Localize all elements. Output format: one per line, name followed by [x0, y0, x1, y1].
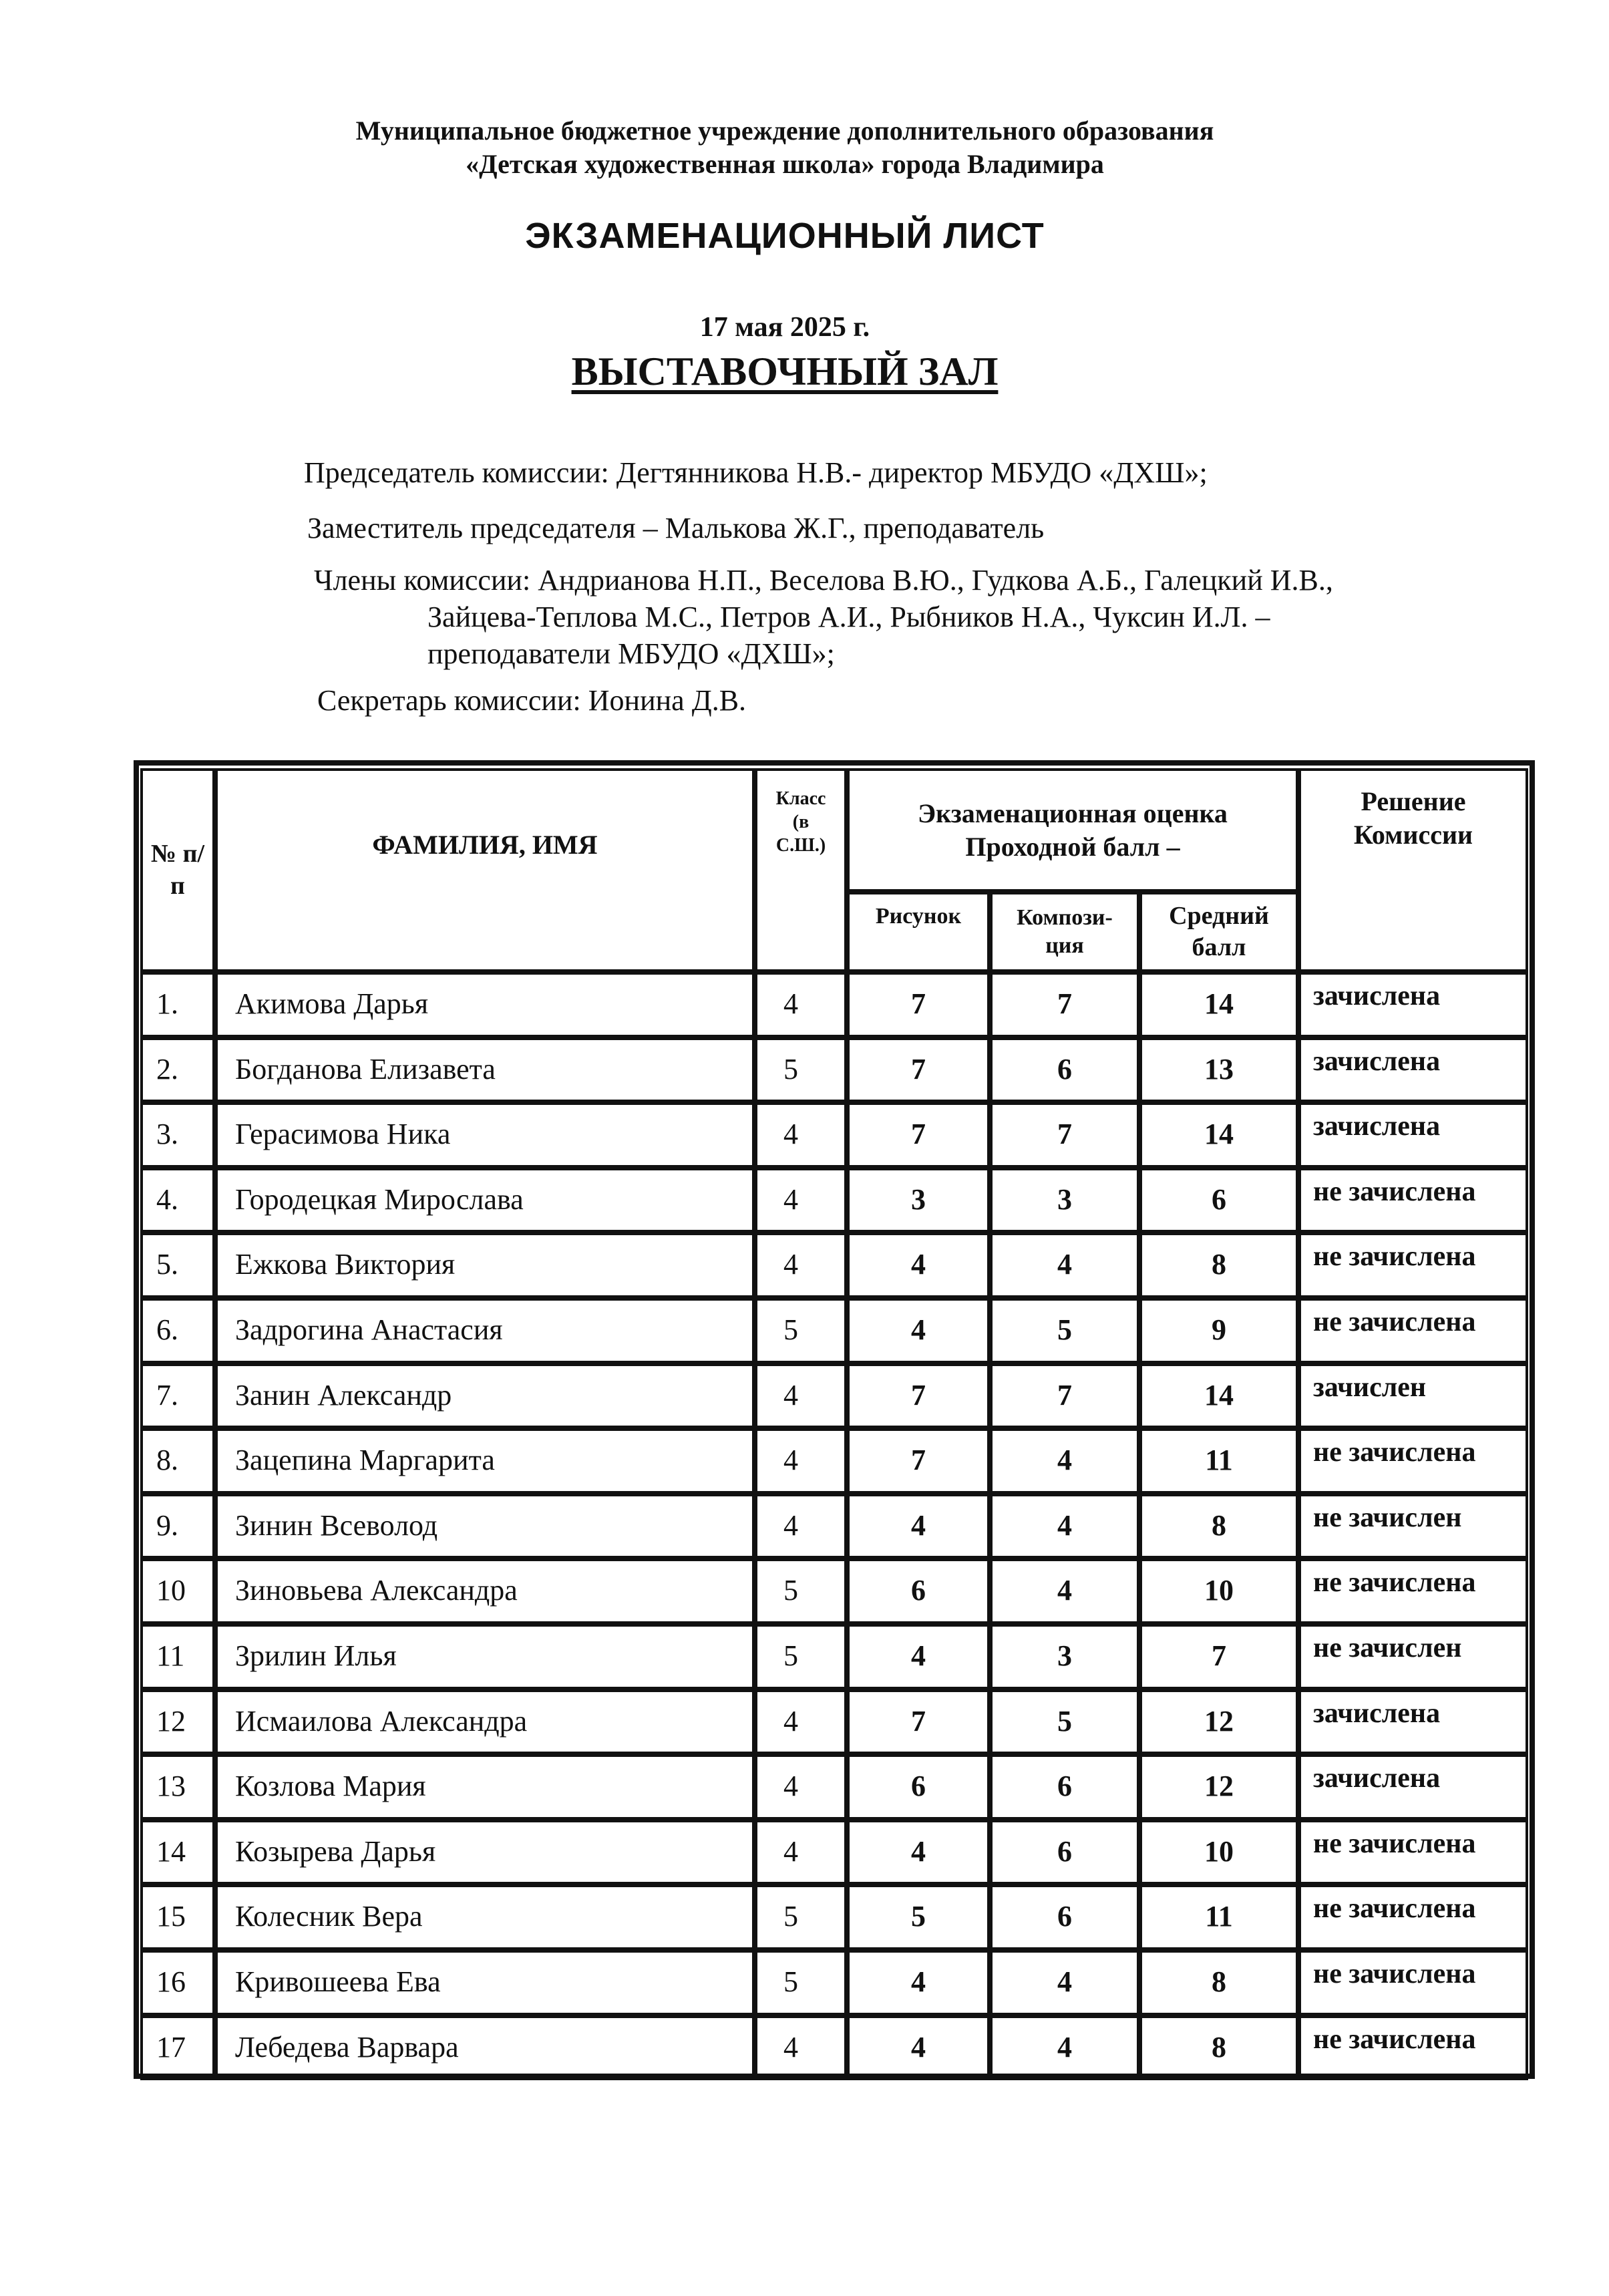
drawing-score: 4 [911, 1965, 926, 1998]
commission-decision: зачислена [1313, 1111, 1441, 1142]
class-value: 4 [783, 1444, 798, 1477]
average-score: 14 [1204, 1378, 1234, 1412]
student-name: Колесник Вера [235, 1900, 423, 1933]
drawing-score: 6 [911, 1574, 926, 1607]
row-number: 1. [156, 987, 178, 1020]
class-value: 5 [783, 1639, 798, 1672]
student-name: Задрогина Анастасия [235, 1313, 503, 1346]
class-value: 4 [783, 1704, 798, 1738]
commission-decision: не зачислена [1313, 1567, 1476, 1599]
composition-score: 5 [1057, 1313, 1072, 1346]
exam-date: 17 мая 2025 г. [699, 312, 870, 343]
average-score: 12 [1204, 1704, 1234, 1738]
average-score: 14 [1204, 987, 1234, 1020]
class-value: 4 [783, 1378, 798, 1412]
student-name: Зинин Всеволод [235, 1508, 438, 1542]
drawing-score: 7 [911, 987, 926, 1020]
student-name: Зацепина Маргарита [235, 1444, 495, 1477]
average-score: 10 [1204, 1574, 1234, 1607]
composition-score: 6 [1057, 1770, 1072, 1803]
row-number: 15 [156, 1900, 186, 1933]
student-name: Богданова Елизавета [235, 1052, 496, 1086]
commission-decision: не зачислен [1313, 1502, 1462, 1533]
drawing-score: 4 [911, 2030, 926, 2064]
average-score: 7 [1212, 1639, 1226, 1672]
drawing-score: 4 [911, 1639, 926, 1672]
composition-score: 4 [1057, 1965, 1072, 1998]
drawing-score: 6 [911, 1770, 926, 1803]
drawing-score: 7 [911, 1444, 926, 1477]
commission-decision: зачислена [1313, 1697, 1441, 1729]
student-name: Акимова Дарья [235, 987, 429, 1020]
student-name: Герасимова Ника [235, 1118, 451, 1151]
drawing-score: 7 [911, 1704, 926, 1738]
header-class: Класс (в С.Ш.) [775, 788, 826, 856]
commission-chair: Председатель комиссии: Дегтянникова Н.В.- директор МБУДО «ДХШ»; [304, 456, 1208, 489]
average-score: 13 [1204, 1052, 1234, 1086]
drawing-score: 3 [911, 1182, 926, 1216]
composition-score: 7 [1057, 1118, 1072, 1151]
commission-members-line-1: Члены комиссии: Андрианова Н.П., Веселова В.Ю., Гудкова А.Б., Галецкий И.В., [314, 564, 1333, 597]
drawing-score: 4 [911, 1313, 926, 1346]
row-number: 14 [156, 1834, 186, 1868]
organization-line-2: «Детская художественная школа» города Владимира [466, 149, 1104, 179]
commission-members-line-2: Зайцева-Теплова М.С., Петров А.И., Рыбников Н.А., Чуксин И.Л. – [427, 601, 1270, 633]
commission-members-line-3: преподаватели МБУДО «ДХШ»; [427, 637, 835, 670]
commission-decision: не зачислена [1313, 2023, 1476, 2055]
composition-score: 6 [1057, 1900, 1072, 1933]
commission-secretary: Секретарь комиссии: Ионина Д.В. [317, 684, 747, 717]
average-score: 8 [1212, 1965, 1226, 1998]
student-name: Козырева Дарья [235, 1834, 436, 1868]
class-value: 4 [783, 1182, 798, 1216]
commission-decision: не зачислена [1313, 1307, 1476, 1337]
class-value: 4 [783, 2030, 798, 2064]
student-name: Ежкова Виктория [235, 1248, 456, 1281]
student-name: Исмаилова Александра [235, 1704, 528, 1738]
composition-score: 6 [1057, 1834, 1072, 1868]
class-value: 5 [783, 1900, 798, 1933]
average-score: 11 [1205, 1900, 1233, 1933]
composition-score: 4 [1057, 1574, 1072, 1607]
row-number: 9. [156, 1508, 178, 1542]
commission-decision: не зачислена [1313, 1828, 1476, 1859]
commission-decision: зачислена [1313, 981, 1441, 1011]
average-score: 8 [1212, 1508, 1226, 1542]
composition-score: 3 [1057, 1639, 1072, 1672]
drawing-score: 5 [911, 1900, 926, 1933]
commission-decision: не зачислена [1313, 1893, 1476, 1925]
class-value: 5 [783, 1313, 798, 1346]
commission-decision: зачислена [1313, 1763, 1441, 1794]
drawing-score: 7 [911, 1118, 926, 1151]
row-number: 4. [156, 1182, 178, 1216]
composition-score: 4 [1057, 1248, 1072, 1281]
commission-deputy: Заместитель председателя – Малькова Ж.Г., преподаватель [307, 512, 1045, 544]
class-value: 4 [783, 1508, 798, 1542]
row-number: 5. [156, 1248, 178, 1281]
commission-decision: не зачислен [1313, 1633, 1462, 1663]
average-score: 8 [1212, 2030, 1226, 2064]
header-exam-group: Экзаменационная оценка Проходной балл – [918, 798, 1228, 862]
drawing-score: 7 [911, 1052, 926, 1086]
class-value: 4 [783, 1770, 798, 1803]
commission-decision: не зачислена [1313, 1959, 1476, 1989]
row-number: 6. [156, 1313, 178, 1346]
drawing-score: 4 [911, 1248, 926, 1281]
row-number: 2. [156, 1052, 178, 1086]
average-score: 11 [1205, 1444, 1233, 1477]
row-number: 10 [156, 1574, 186, 1607]
composition-score: 6 [1057, 1052, 1072, 1086]
row-number: 12 [156, 1704, 186, 1738]
commission-decision: зачислен [1313, 1371, 1427, 1403]
class-value: 5 [783, 1965, 798, 1998]
composition-score: 5 [1057, 1704, 1072, 1738]
composition-score: 3 [1057, 1182, 1072, 1216]
average-score: 12 [1204, 1770, 1234, 1803]
commission-decision: зачислена [1313, 1045, 1441, 1077]
row-number: 13 [156, 1770, 186, 1803]
row-number: 16 [156, 1965, 186, 1998]
composition-score: 4 [1057, 2030, 1072, 2064]
composition-score: 4 [1057, 1444, 1072, 1477]
drawing-score: 4 [911, 1508, 926, 1542]
exam-hall: ВЫСТАВОЧНЫЙ ЗАЛ [571, 349, 999, 393]
student-name: Козлова Мария [235, 1770, 426, 1803]
row-number: 17 [156, 2030, 186, 2064]
average-score: 10 [1204, 1834, 1234, 1868]
class-value: 5 [783, 1052, 798, 1086]
class-value: 4 [783, 1118, 798, 1151]
row-number: 7. [156, 1378, 178, 1412]
class-value: 4 [783, 1834, 798, 1868]
student-name: Зиновьева Александра [235, 1574, 518, 1607]
header-drawing: Рисунок [875, 904, 962, 929]
average-score: 9 [1212, 1313, 1226, 1346]
row-number: 3. [156, 1118, 178, 1151]
average-score: 14 [1204, 1118, 1234, 1151]
drawing-score: 7 [911, 1378, 926, 1412]
composition-score: 7 [1057, 987, 1072, 1020]
header-num: № п/п [150, 840, 205, 900]
student-name: Кривошеева Ева [235, 1965, 441, 1998]
header-name: ФАМИЛИЯ, ИМЯ [372, 830, 598, 860]
student-name: Лебедева Варвара [235, 2030, 459, 2064]
student-name: Зрилин Илья [235, 1639, 397, 1672]
student-name: Городецкая Мирослава [235, 1182, 524, 1216]
average-score: 6 [1212, 1182, 1226, 1216]
row-number: 11 [156, 1639, 185, 1672]
commission-decision: не зачислена [1313, 1176, 1476, 1207]
class-value: 4 [783, 987, 798, 1020]
header-average: Средний балл [1169, 901, 1269, 961]
drawing-score: 4 [911, 1834, 926, 1868]
average-score: 8 [1212, 1248, 1226, 1281]
document-title: ЭКЗАМЕНАЦИОННЫЙ ЛИСТ [525, 216, 1045, 256]
student-name: Занин Александр [235, 1378, 452, 1412]
composition-score: 7 [1057, 1378, 1072, 1412]
header-decision: Решение Комиссии [1353, 786, 1473, 850]
header-composition: Компози-ция [1017, 905, 1113, 958]
composition-score: 4 [1057, 1508, 1072, 1542]
row-number: 8. [156, 1444, 178, 1477]
class-value: 4 [783, 1248, 798, 1281]
commission-decision: не зачислена [1313, 1437, 1476, 1468]
class-value: 5 [783, 1574, 798, 1607]
commission-decision: не зачислена [1313, 1241, 1476, 1273]
organization-line-1: Муниципальное бюджетное учреждение дополнительного образования [355, 116, 1214, 146]
